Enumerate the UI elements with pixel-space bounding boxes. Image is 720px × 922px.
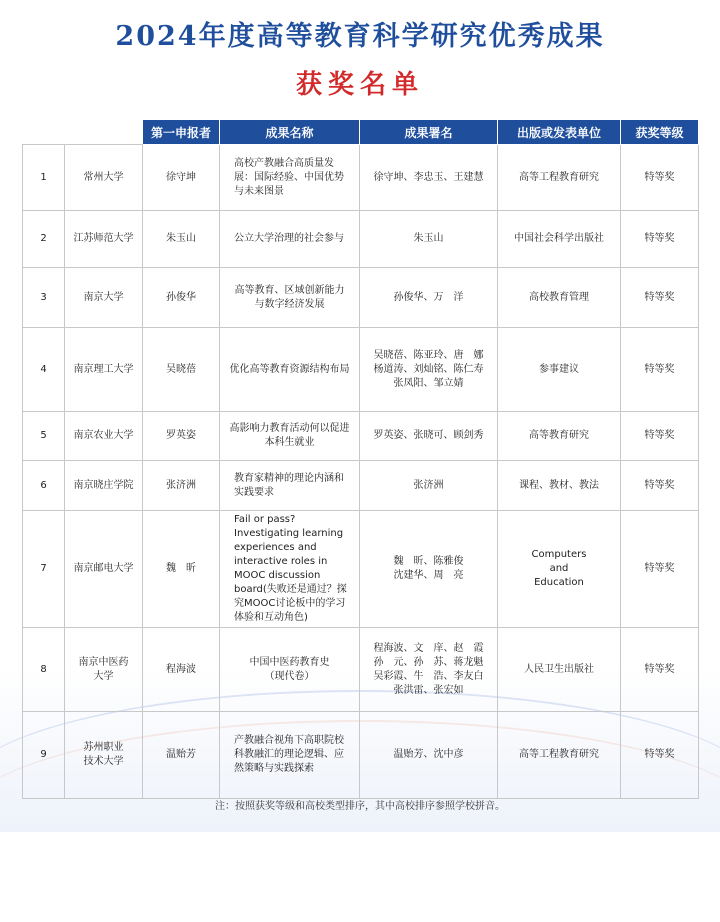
row-applicant: 罗英姿 [143, 412, 220, 461]
row-publisher: 高等工程教育研究 [498, 712, 621, 799]
row-number: 7 [23, 511, 65, 628]
row-publisher: 高等工程教育研究 [498, 145, 621, 211]
page-title: 2024年度高等教育科学研究优秀成果 [115, 21, 605, 52]
row-number: 2 [23, 211, 65, 268]
table-row [23, 412, 699, 461]
header-title: 成果名称 [220, 120, 360, 145]
row-authors: 罗英姿、张晓可、顾剑秀 [360, 412, 498, 461]
row-award: 特等奖 [621, 412, 699, 461]
table-row [23, 268, 699, 328]
row-award: 特等奖 [621, 145, 699, 211]
row-school: 南京晓庄学院 [65, 461, 143, 511]
row-authors: 孙俊华、万 洋 [360, 268, 498, 328]
row-school: 南京农业大学 [65, 412, 143, 461]
row-title: 公立大学治理的社会参与 [220, 211, 360, 268]
row-award: 特等奖 [621, 268, 699, 328]
row-award: 特等奖 [621, 211, 699, 268]
row-title: Fail or pass? Investigating learning experiences and interactive roles in MOOC discussion board(失败还是通过？探究MOOC讨论板中的学习体验和互动角色) [220, 511, 360, 628]
table-row [23, 461, 699, 511]
row-number: 9 [23, 712, 65, 799]
table-row [23, 211, 699, 268]
row-title: 产教融合视角下高职院校科教融汇的理论逻辑、应然策略与实践探索 [220, 712, 360, 799]
row-authors: 徐守坤、李忠玉、王建慧 [360, 145, 498, 211]
header-award: 获奖等级 [621, 120, 699, 145]
row-applicant: 魏 昕 [143, 511, 220, 628]
row-publisher: 高校教育管理 [498, 268, 621, 328]
row-school: 南京中医药 大学 [65, 628, 143, 712]
table-row [23, 145, 699, 211]
row-publisher: 参事建议 [498, 328, 621, 412]
row-award: 特等奖 [621, 461, 699, 511]
row-number: 3 [23, 268, 65, 328]
row-publisher: Computers and Education [498, 511, 621, 628]
row-publisher: 中国社会科学出版社 [498, 211, 621, 268]
row-number: 1 [23, 145, 65, 211]
row-award: 特等奖 [621, 511, 699, 628]
row-title: 优化高等教育资源结构布局 [220, 328, 360, 412]
row-authors: 魏 昕、陈雅俊 沈建华、周 亮 [360, 511, 498, 628]
row-school: 南京邮电大学 [65, 511, 143, 628]
row-publisher: 高等教育研究 [498, 412, 621, 461]
row-school: 常州大学 [65, 145, 143, 211]
row-applicant: 温贻芳 [143, 712, 220, 799]
row-authors: 吴晓蓓、陈亚玲、唐 娜 杨道涛、刘灿铭、陈仁寿 张凤阳、邹立婧 [360, 328, 498, 412]
row-applicant: 朱玉山 [143, 211, 220, 268]
table-row [23, 628, 699, 712]
row-title: 教育家精神的理论内涵和实践要求 [220, 461, 360, 511]
header-publisher: 出版或发表单位 [498, 120, 621, 145]
row-number: 6 [23, 461, 65, 511]
header-authors: 成果署名 [360, 120, 498, 145]
footnote: 注：按照获奖等级和高校类型排序，其中高校排序参照学校拼音。 [215, 801, 505, 812]
row-authors: 温贻芳、沈中彦 [360, 712, 498, 799]
row-number: 4 [23, 328, 65, 412]
row-authors: 张济洲 [360, 461, 498, 511]
row-authors: 朱玉山 [360, 211, 498, 268]
row-applicant: 张济洲 [143, 461, 220, 511]
header-blank [23, 120, 65, 145]
row-number: 8 [23, 628, 65, 712]
page-subtitle: 获奖名单 [295, 70, 424, 100]
header-blank [65, 120, 143, 145]
row-publisher: 人民卫生出版社 [498, 628, 621, 712]
row-school: 南京大学 [65, 268, 143, 328]
row-applicant: 孙俊华 [143, 268, 220, 328]
row-school: 江苏师范大学 [65, 211, 143, 268]
row-applicant: 程海波 [143, 628, 220, 712]
row-authors: 程海波、文 庠、赵 霞 孙 元、孙 苏、蒋龙魁 吴彩霞、牛 浩、李友白 张洪雷、张宏如 [360, 628, 498, 712]
header-applicant: 第一申报者 [143, 120, 220, 145]
row-title: 高校产教融合高质量发展：国际经验、中国优势与未来图景 [220, 145, 360, 211]
row-applicant: 徐守坤 [143, 145, 220, 211]
row-school: 南京理工大学 [65, 328, 143, 412]
row-title: 中国中医药教育史 （现代卷） [220, 628, 360, 712]
row-award: 特等奖 [621, 712, 699, 799]
table-row [23, 712, 699, 799]
row-award: 特等奖 [621, 628, 699, 712]
award-table [22, 119, 699, 799]
row-award: 特等奖 [621, 328, 699, 412]
row-school: 苏州职业 技术大学 [65, 712, 143, 799]
table-row [23, 511, 699, 628]
row-title: 高影响力教育活动何以促进 本科生就业 [220, 412, 360, 461]
row-title: 高等教育、区域创新能力 与数字经济发展 [220, 268, 360, 328]
row-applicant: 吴晓蓓 [143, 328, 220, 412]
row-number: 5 [23, 412, 65, 461]
row-publisher: 课程、教材、教法 [498, 461, 621, 511]
table-row [23, 328, 699, 412]
table-header-row [23, 120, 699, 145]
